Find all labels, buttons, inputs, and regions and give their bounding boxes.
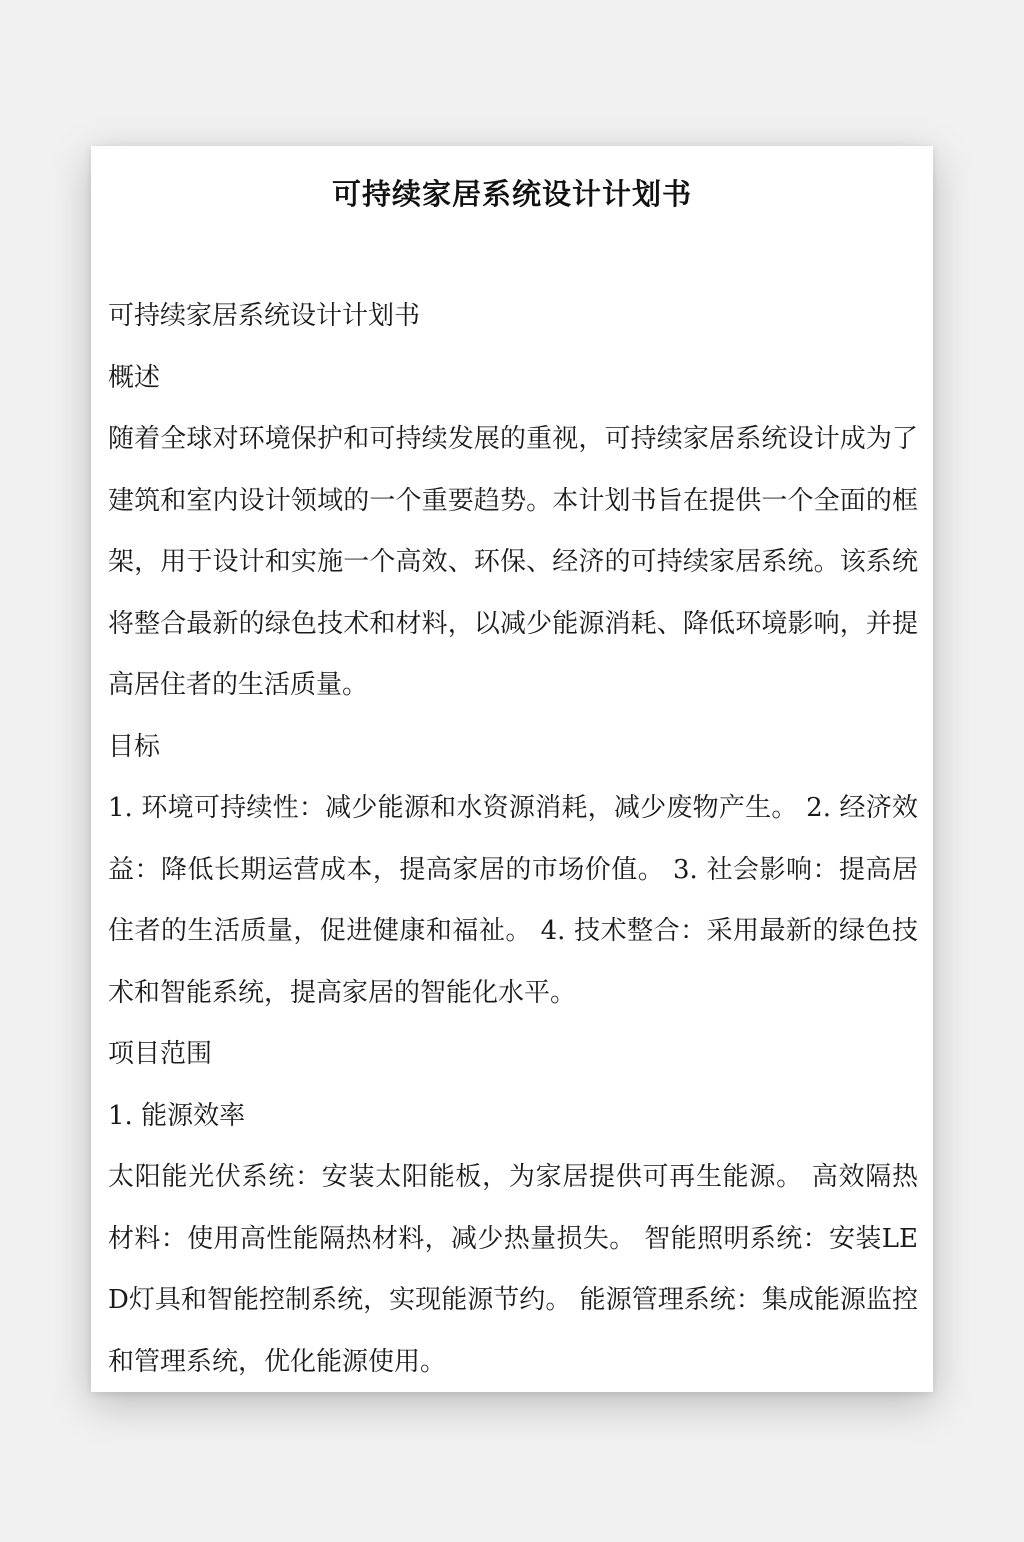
- overview-paragraph: 随着全球对环境保护和可持续发展的重视，可持续家居系统设计成为了建筑和室内设计领域的一个重要趋势。本计划书旨在提供一个全面的框架，用于设计和实施一个高效、环保、经济的可持续家居系统。该系统将整合最新的绿色技术和材料，以减少能源消耗、降低环境影响，并提高居住者的生活质量。: [108, 424, 918, 700]
- document-title: 可持续家居系统设计计划书: [331, 177, 692, 211]
- section-heading-scope: 项目范围: [108, 1039, 213, 1069]
- section-heading-goals: 目标: [108, 731, 161, 762]
- document-page: [91, 146, 933, 1392]
- subsection-heading-energy: 1. 能源效率: [108, 1100, 246, 1131]
- document-body: [108, 286, 918, 1392]
- section-heading-overview: 概述: [108, 362, 161, 393]
- goals-paragraph: 1. 环境可持续性：减少能源和水资源消耗，减少废物产生。 2. 经济效益：降低长期运营成本，提高家居的市场价值。 3. 社会影响：提高居住者的生活质量，促进健康和福祉。 4. 技术整合：采用最新的绿色技术和智能系统，提高家居的智能化水平。: [108, 793, 918, 1008]
- energy-paragraph: 太阳能光伏系统：安装太阳能板，为家居提供可再生能源。 高效隔热材料：使用高性能隔热材料，减少热量损失。 智能照明系统：安装LED灯具和智能控制系统，实现能源节约。 能源管理系统：集成能源监控和管理系统，优化能源使用。: [108, 1162, 918, 1377]
- body-heading: 可持续家居系统设计计划书: [108, 301, 421, 331]
